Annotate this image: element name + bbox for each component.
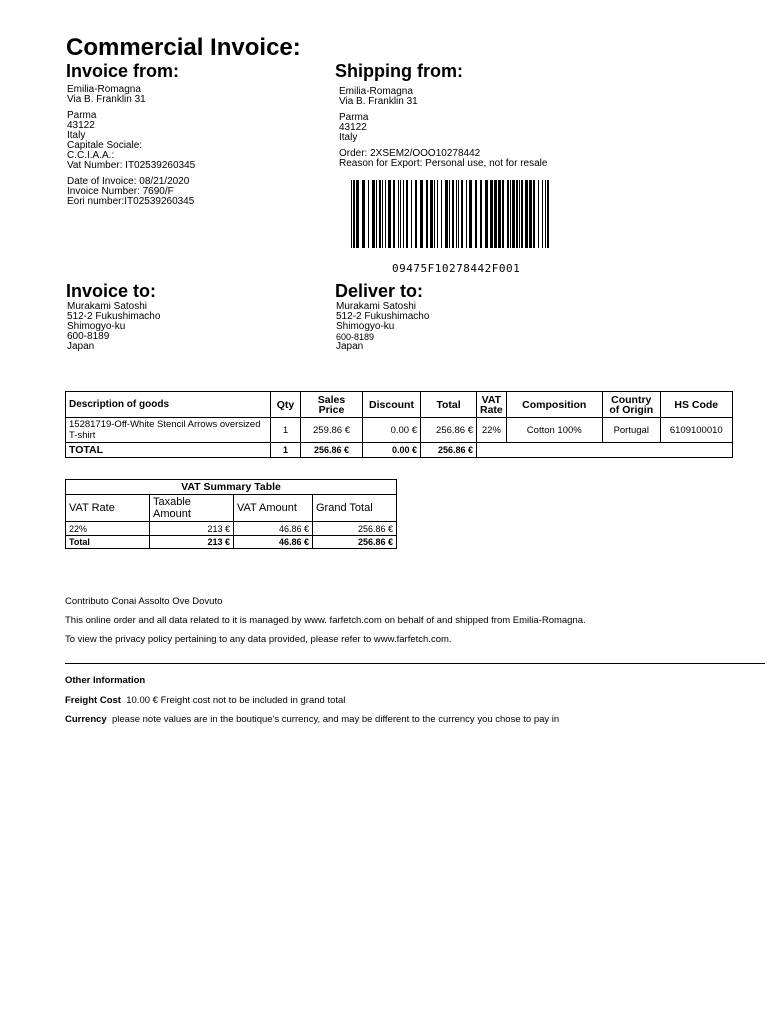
address-line: 512-2 Fukushimacho	[336, 311, 430, 322]
cell-sales-price: 259.86 €	[301, 418, 363, 443]
total-label: TOTAL	[66, 443, 271, 458]
freight-cost-label: Freight Cost	[65, 695, 121, 706]
deliver-to-address	[336, 302, 429, 352]
address-line: Japan	[67, 341, 95, 352]
currency-text: please note values are in the boutique's currency, and may be different to the currency you chose to pay in	[112, 714, 560, 725]
address-line: Via B. Franklin 31	[339, 96, 418, 107]
cell-vat-rate: 22%	[477, 418, 507, 443]
eori-number: Eori number:IT02539260345	[67, 196, 195, 207]
vat-number: Vat Number: IT02539260345	[67, 160, 196, 171]
vat-header: VAT Rate	[66, 495, 150, 522]
column-header: Description of goods	[66, 392, 271, 418]
column-header: Country of Origin	[602, 392, 660, 418]
barcode-text: 09475F10278442F001	[392, 262, 521, 275]
vat-cell: 256.86 €	[313, 522, 397, 536]
column-header: Qty	[271, 392, 301, 418]
address-line: 600-8189	[336, 332, 375, 342]
table-row	[66, 522, 397, 536]
page-title: Commercial Invoice:	[66, 34, 301, 61]
address-line: Parma	[339, 112, 369, 123]
cell-hs-code: 6109100010	[660, 418, 732, 443]
freight-cost-line	[65, 695, 345, 706]
conai-note: Contributo Conai Assolto Ove Dovuto	[65, 596, 223, 607]
cell-discount: 0.00 €	[363, 418, 421, 443]
farfetch-note: This online order and all data related to it is managed by www. farfetch.com on behalf of and shipped from Emilia-Romagna.	[65, 615, 586, 626]
barcode	[351, 180, 549, 248]
address-line: Emilia-Romagna	[339, 86, 413, 97]
invoice-to-heading: Invoice to:	[66, 281, 157, 301]
vat-header: VAT Amount	[234, 495, 313, 522]
other-info-heading: Other Information	[65, 675, 146, 686]
vat-cell: 213 €	[150, 522, 234, 536]
column-header: Composition	[506, 392, 602, 418]
column-header: Sales Price	[301, 392, 363, 418]
column-header: VAT Rate	[477, 392, 507, 418]
cell-total: 256.86 €	[421, 418, 477, 443]
cell-composition: Cotton 100%	[506, 418, 602, 443]
column-header: HS Code	[660, 392, 732, 418]
shipping-from-address	[339, 87, 547, 169]
vat-total-cell: 213 €	[150, 536, 234, 549]
total-empty	[477, 443, 733, 458]
address-line: Murakami Satoshi	[336, 301, 417, 312]
address-line: Murakami Satoshi	[67, 301, 148, 312]
divider	[65, 663, 765, 664]
invoice-from-heading: Invoice from:	[66, 61, 180, 81]
privacy-note: To view the privacy policy pertaining to any data provided, please refer to www.farfetch.com.	[65, 634, 452, 645]
invoice-number: Invoice Number: 7690/F	[67, 186, 174, 197]
address-line: Italy	[67, 130, 86, 141]
column-header: Total	[421, 392, 477, 418]
vat-total-cell: 46.86 €	[234, 536, 313, 549]
address-line: 43122	[67, 120, 95, 131]
cell-country: Portugal	[602, 418, 660, 443]
cell-description: 15281719-Off-White Stencil Arrows oversized T-shirt	[66, 418, 271, 443]
order-number: Order: 2XSEM2/OOO10278442	[339, 148, 481, 159]
address-line: Parma	[67, 110, 97, 121]
export-reason: Reason for Export: Personal use, not for resale	[339, 158, 548, 169]
invoice-to-address	[67, 302, 160, 352]
address-line: Japan	[336, 341, 364, 352]
vat-total-cell: 256.86 €	[313, 536, 397, 549]
address-line: Emilia-Romagna	[67, 84, 141, 95]
vat-summary-title: VAT Summary Table	[66, 480, 397, 495]
invoice-date: Date of Invoice: 08/21/2020	[67, 176, 190, 187]
address-line: 43122	[339, 122, 367, 133]
currency-line	[65, 714, 559, 725]
column-header: Discount	[363, 392, 421, 418]
address-line: 512-2 Fukushimacho	[67, 311, 161, 322]
freight-cost-text: 10.00 € Freight cost not to be included in grand total	[126, 695, 346, 706]
total-discount: 0.00 €	[363, 443, 421, 458]
total-sales-price: 256.86 €	[301, 443, 363, 458]
cell-qty: 1	[271, 418, 301, 443]
vat-cell: 46.86 €	[234, 522, 313, 536]
vat-cell: 22%	[66, 522, 150, 536]
total-row	[66, 443, 733, 458]
address-line: C.C.I.A.A.:	[67, 150, 115, 161]
address-line: Capitale Sociale:	[67, 140, 143, 151]
total-qty: 1	[271, 443, 301, 458]
address-line: Italy	[339, 132, 358, 143]
deliver-to-heading: Deliver to:	[335, 281, 424, 301]
shipping-from-heading: Shipping from:	[335, 61, 463, 81]
goods-table	[65, 391, 733, 458]
address-line: 600-8189	[67, 331, 110, 342]
invoice-from-address	[67, 85, 195, 207]
vat-total-row	[66, 536, 397, 549]
vat-summary-table	[65, 479, 397, 549]
currency-label: Currency	[65, 714, 107, 725]
vat-total-cell: Total	[66, 536, 150, 549]
vat-header: Taxable Amount	[150, 495, 234, 522]
address-line: Via B. Franklin 31	[67, 94, 146, 105]
vat-header: Grand Total	[313, 495, 397, 522]
table-row	[66, 418, 733, 443]
total-total: 256.86 €	[421, 443, 477, 458]
address-line: Shimogyo-ku	[336, 321, 395, 332]
address-line: Shimogyo-ku	[67, 321, 126, 332]
